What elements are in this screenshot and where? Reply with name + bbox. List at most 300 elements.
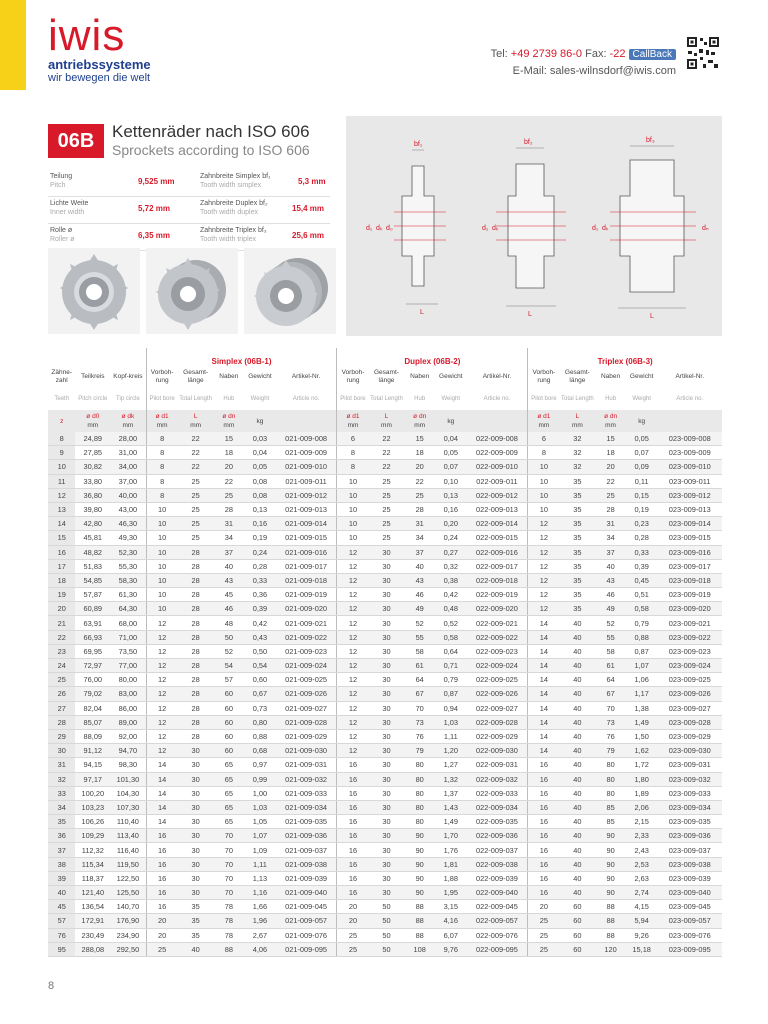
table-cell: 30 (369, 729, 405, 743)
column-header-en: Weight (632, 396, 651, 402)
table-cell: 12 (337, 687, 369, 701)
table-cell: 22 (178, 432, 214, 446)
table-cell: 17 (48, 559, 75, 573)
table-cell: 022-009-017 (467, 559, 528, 573)
table-cell: 0,08 (244, 488, 276, 502)
simplex-sprocket-photo (48, 248, 140, 334)
table-row (48, 474, 722, 488)
table-cell: 10 (337, 502, 369, 516)
page-title: Kettenräder nach ISO 606 (112, 122, 310, 141)
table-cell: 0,32 (435, 559, 467, 573)
table-cell: 172,91 (75, 914, 110, 928)
table-cell: 31 (214, 517, 245, 531)
table-cell: 64 (404, 673, 435, 687)
table-cell: 78 (214, 900, 245, 914)
table-cell: 40 (595, 559, 626, 573)
table-cell: 1,72 (626, 758, 658, 772)
table-cell: 50 (369, 914, 405, 928)
table-cell: 30 (369, 829, 405, 843)
spec-label: Teilung Pitch (50, 173, 73, 189)
table-cell: 46 (404, 588, 435, 602)
table-cell: 023-009-023 (657, 644, 722, 658)
table-cell: 023-009-009 (657, 446, 722, 460)
table-cell: 14 (146, 786, 178, 800)
table-cell: 80 (404, 786, 435, 800)
table-cell: 12 (528, 602, 560, 616)
table-cell: 12 (337, 545, 369, 559)
table-cell: 65 (214, 800, 245, 814)
table-cell: 45,81 (75, 531, 110, 545)
table-cell: 42,80 (75, 517, 110, 531)
table-cell: 0,07 (626, 446, 658, 460)
table-cell: 88 (595, 928, 626, 942)
table-cell: 234,90 (110, 928, 146, 942)
table-cell: 61,30 (110, 588, 146, 602)
table-cell: 14 (146, 800, 178, 814)
table-cell: 1,16 (244, 886, 276, 900)
table-cell: 023-009-024 (657, 659, 722, 673)
table-cell: 021-009-011 (276, 474, 337, 488)
table-cell: 12 (337, 602, 369, 616)
table-cell: 023-009-029 (657, 729, 722, 743)
table-cell: 9,26 (626, 928, 658, 942)
table-cell: 16 (528, 800, 560, 814)
table-cell: 0,52 (435, 616, 467, 630)
spec-value: 6,35 mm (138, 231, 171, 240)
table-cell: 1,88 (435, 871, 467, 885)
series-badge: 06B (48, 124, 104, 158)
table-cell: 10 (146, 559, 178, 573)
table-cell: 14 (528, 687, 560, 701)
table-cell: 30 (369, 588, 405, 602)
table-cell: 30 (178, 758, 214, 772)
table-cell: 90 (595, 871, 626, 885)
table-cell: 6 (528, 432, 560, 446)
table-cell: 76 (48, 928, 75, 942)
table-cell: 16 (48, 545, 75, 559)
table-cell: 20 (337, 914, 369, 928)
table-cell: 30 (369, 630, 405, 644)
table-cell: 0,33 (626, 545, 658, 559)
simplex-group-label: Simplex (06B-1) (146, 348, 337, 366)
table-cell: 0,48 (435, 602, 467, 616)
table-cell: 28,00 (110, 432, 146, 446)
table-cell: 1,07 (244, 829, 276, 843)
column-header: Gesamt-länge (374, 369, 399, 384)
table-cell: 0,36 (244, 588, 276, 602)
table-cell: 0,50 (244, 644, 276, 658)
table-cell: 20 (48, 602, 75, 616)
table-cell: 023-009-028 (657, 715, 722, 729)
table-cell: 176,90 (110, 914, 146, 928)
column-header: Gesamt-länge (564, 369, 590, 384)
table-cell: 40 (559, 786, 595, 800)
table-cell: 30 (369, 616, 405, 630)
column-symbol: L mm (559, 410, 595, 432)
table-cell: 18 (595, 446, 626, 460)
table-cell: 37 (595, 545, 626, 559)
table-cell: 022-009-037 (467, 843, 528, 857)
table-cell: 68,00 (110, 616, 146, 630)
table-cell: 022-009-032 (467, 772, 528, 786)
table-cell: 78 (214, 914, 245, 928)
table-cell: 30 (369, 800, 405, 814)
table-cell: 1,11 (435, 729, 467, 743)
table-cell: 121,40 (75, 886, 110, 900)
table-cell: 0,05 (244, 460, 276, 474)
column-symbol: L mm (369, 410, 405, 432)
table-cell: 25 (528, 942, 560, 956)
table-cell: 022-009-024 (467, 659, 528, 673)
table-cell: 40 (214, 559, 245, 573)
table-cell: 22 (595, 474, 626, 488)
table-cell: 0,19 (244, 531, 276, 545)
column-header: Artikel-Nr. (482, 373, 512, 380)
table-cell: 12 (337, 701, 369, 715)
table-cell: 023-009-045 (657, 900, 722, 914)
table-cell: 021-009-012 (276, 488, 337, 502)
table-cell: 37 (214, 545, 245, 559)
table-cell: 25 (146, 942, 178, 956)
table-cell: 1,81 (435, 857, 467, 871)
table-cell: 021-009-017 (276, 559, 337, 573)
table-cell: 27 (48, 701, 75, 715)
table-cell: 85,07 (75, 715, 110, 729)
table-cell: 90 (404, 886, 435, 900)
table-cell: 16 (528, 843, 560, 857)
table-cell: 0,64 (435, 644, 467, 658)
table-cell: 40,00 (110, 488, 146, 502)
table-cell: 1,76 (435, 843, 467, 857)
table-cell: 28 (595, 502, 626, 516)
table-cell: 16 (337, 843, 369, 857)
table-cell: 14 (528, 630, 560, 644)
column-symbol: z (48, 410, 75, 432)
table-cell: 021-009-009 (276, 446, 337, 460)
table-cell: 14 (528, 744, 560, 758)
table-cell: 80 (404, 815, 435, 829)
table-cell: 31 (48, 758, 75, 772)
column-header: Vorboh-rung (528, 366, 560, 388)
table-cell: 2,15 (626, 815, 658, 829)
table-cell: 85 (595, 815, 626, 829)
table-cell: 022-009-009 (467, 446, 528, 460)
table-cell: 30 (369, 687, 405, 701)
column-symbol: kg (435, 410, 467, 432)
table-cell: 0,27 (435, 545, 467, 559)
email-link[interactable]: E-Mail: sales-wilnsdorf@iwis.com (512, 65, 676, 77)
table-cell: 023-009-076 (657, 928, 722, 942)
table-cell: 36,80 (75, 488, 110, 502)
table-cell: 14 (146, 758, 178, 772)
table-cell: 25 (214, 488, 245, 502)
svg-text:bf₃: bf₃ (646, 137, 655, 144)
table-cell: 30 (369, 857, 405, 871)
table-cell: 021-009-027 (276, 701, 337, 715)
table-cell: 022-009-057 (467, 914, 528, 928)
table-cell: 25 (178, 517, 214, 531)
table-cell: 40 (559, 829, 595, 843)
svg-text:dₙ: dₙ (702, 225, 709, 232)
table-cell: 12 (146, 644, 178, 658)
table-cell: 79 (404, 744, 435, 758)
table-cell: 022-009-038 (467, 857, 528, 871)
table-cell: 021-009-057 (276, 914, 337, 928)
table-cell: 22 (404, 474, 435, 488)
table-cell: 40 (559, 715, 595, 729)
table-cell: 1,32 (435, 772, 467, 786)
table-cell: 023-009-038 (657, 857, 722, 871)
table-cell: 40 (559, 616, 595, 630)
table-cell: 35 (559, 545, 595, 559)
table-cell: 28 (404, 502, 435, 516)
table-cell: 70 (214, 843, 245, 857)
svg-text:d₁: d₁ (592, 225, 599, 232)
table-cell: 30 (178, 871, 214, 885)
table-cell: 10 (146, 531, 178, 545)
table-row (48, 815, 722, 829)
table-cell: 0,23 (626, 517, 658, 531)
table-cell: 40 (559, 744, 595, 758)
table-group-header (48, 348, 722, 366)
column-header: Naben (410, 373, 430, 380)
table-cell: 022-009-030 (467, 744, 528, 758)
table-cell: 61 (595, 659, 626, 673)
table-cell: 1,03 (435, 715, 467, 729)
table-cell: 12 (146, 687, 178, 701)
table-cell: 40 (559, 729, 595, 743)
table-cell: 022-009-010 (467, 460, 528, 474)
table-cell: 95 (48, 942, 75, 956)
table-cell: 40 (559, 843, 595, 857)
table-cell: 55 (595, 630, 626, 644)
table-cell: 88 (404, 928, 435, 942)
column-header: Teilkreis (81, 373, 105, 380)
table-cell: 90 (404, 871, 435, 885)
table-cell: 16 (337, 800, 369, 814)
table-cell: 1,00 (244, 786, 276, 800)
table-row (48, 900, 722, 914)
spec-label: Lichte Weite Inner width (50, 200, 89, 216)
table-cell: 30 (369, 673, 405, 687)
table-cell: 13 (48, 502, 75, 516)
table-cell: 15 (404, 432, 435, 446)
table-cell: 88 (404, 900, 435, 914)
table-cell: 023-009-012 (657, 488, 722, 502)
table-cell: 12 (146, 630, 178, 644)
contact-info (491, 46, 676, 79)
table-cell: 12 (146, 701, 178, 715)
table-cell: 70 (214, 871, 245, 885)
table-cell: 0,16 (244, 517, 276, 531)
table-cell: 292,50 (110, 942, 146, 956)
table-cell: 12 (528, 559, 560, 573)
table-cell: 021-009-014 (276, 517, 337, 531)
table-cell: 022-009-026 (467, 687, 528, 701)
table-cell: 022-009-029 (467, 729, 528, 743)
table-cell: 0,54 (244, 659, 276, 673)
column-header-en: Pilot bore (337, 388, 369, 410)
table-row (48, 446, 722, 460)
table-cell: 12 (528, 573, 560, 587)
column-header: Gewicht (248, 373, 272, 380)
table-cell: 46,30 (110, 517, 146, 531)
table-cell: 25 (369, 474, 405, 488)
table-cell: 60 (559, 942, 595, 956)
column-header-en: Pilot bore (146, 388, 178, 410)
table-cell: 0,58 (435, 630, 467, 644)
table-cell: 64,30 (110, 602, 146, 616)
table-cell: 12 (337, 673, 369, 687)
table-cell: 021-009-019 (276, 588, 337, 602)
table-cell: 8 (337, 446, 369, 460)
table-cell: 14 (528, 644, 560, 658)
table-cell: 10 (146, 573, 178, 587)
table-cell: 0,42 (244, 616, 276, 630)
table-cell: 022-009-028 (467, 715, 528, 729)
table-cell: 67 (595, 687, 626, 701)
table-cell: 55 (404, 630, 435, 644)
table-cell: 021-009-022 (276, 630, 337, 644)
table-cell: 82,04 (75, 701, 110, 715)
table-cell: 9 (48, 446, 75, 460)
table-cell: 022-009-022 (467, 630, 528, 644)
table-cell: 11 (48, 474, 75, 488)
table-cell: 022-009-013 (467, 502, 528, 516)
table-cell: 76 (404, 729, 435, 743)
table-cell: 15 (48, 531, 75, 545)
table-cell: 55,30 (110, 559, 146, 573)
table-row (48, 545, 722, 559)
table-cell: 19 (48, 588, 75, 602)
table-cell: 31 (595, 517, 626, 531)
table-cell: 15 (595, 432, 626, 446)
table-cell: 16 (337, 857, 369, 871)
table-cell: 45 (48, 900, 75, 914)
table-cell: 0,58 (626, 602, 658, 616)
column-symbol: ø d0 mm (75, 410, 110, 432)
table-cell: 10 (528, 474, 560, 488)
table-cell: 80 (595, 786, 626, 800)
logo-word: iwis (48, 11, 126, 60)
table-cell: 28 (178, 616, 214, 630)
table-cell: 0,28 (626, 531, 658, 545)
table-cell: 30 (369, 701, 405, 715)
table-cell: 12 (528, 531, 560, 545)
table-cell: 22 (369, 460, 405, 474)
table-cell: 35 (178, 928, 214, 942)
table-cell: 0,20 (435, 517, 467, 531)
table-cell: 1,20 (435, 744, 467, 758)
table-cell: 0,07 (435, 460, 467, 474)
table-cell: 1,89 (626, 786, 658, 800)
table-cell: 25 (178, 531, 214, 545)
table-cell: 40 (559, 772, 595, 786)
table-cell: 30 (178, 815, 214, 829)
table-cell: 0,80 (244, 715, 276, 729)
table-cell: 0,10 (435, 474, 467, 488)
table-cell: 022-009-012 (467, 488, 528, 502)
table-cell: 023-009-021 (657, 616, 722, 630)
column-header-en: Hub (223, 396, 235, 402)
table-cell: 40 (559, 857, 595, 871)
table-cell: 0,79 (435, 673, 467, 687)
table-row (48, 588, 722, 602)
table-cell: 20 (528, 900, 560, 914)
table-cell: 45 (214, 588, 245, 602)
table-cell: 4,06 (244, 942, 276, 956)
table-cell: 28 (178, 659, 214, 673)
table-cell: 021-009-035 (276, 815, 337, 829)
table-cell: 70 (404, 701, 435, 715)
table-cell: 10 (337, 531, 369, 545)
table-cell: 30 (369, 786, 405, 800)
table-cell: 92,00 (110, 729, 146, 743)
table-cell: 65 (214, 758, 245, 772)
table-row (48, 744, 722, 758)
table-cell: 023-009-035 (657, 815, 722, 829)
table-cell: 30 (369, 744, 405, 758)
table-cell: 16 (337, 871, 369, 885)
table-cell: 0,13 (435, 488, 467, 502)
table-row (48, 616, 722, 630)
table-cell: 37 (404, 545, 435, 559)
table-cell: 16 (337, 815, 369, 829)
table-cell: 021-009-032 (276, 772, 337, 786)
table-cell: 90 (595, 886, 626, 900)
column-header-en: Total Length (370, 396, 403, 402)
table-cell: 23 (48, 644, 75, 658)
table-cell: 16 (146, 886, 178, 900)
table-cell: 0,94 (435, 701, 467, 715)
table-cell: 023-009-032 (657, 772, 722, 786)
table-cell: 30 (369, 659, 405, 673)
column-header: Zähne-zahl (51, 369, 72, 384)
table-cell: 30 (369, 843, 405, 857)
table-cell: 40 (559, 758, 595, 772)
table-row (48, 602, 722, 616)
table-cell: 16 (337, 829, 369, 843)
table-cell: 46 (595, 588, 626, 602)
table-cell: 021-009-013 (276, 502, 337, 516)
spec-value: 25,6 mm (292, 231, 325, 240)
table-cell: 88 (214, 942, 245, 956)
spec-label: Zahnbreite Duplex bf₂ Tooth width duplex (200, 200, 268, 216)
table-cell: 28 (178, 602, 214, 616)
table-cell: 30 (369, 559, 405, 573)
table-cell: 30 (369, 573, 405, 587)
table-cell: 90 (404, 843, 435, 857)
table-cell: 112,32 (75, 843, 110, 857)
callback-button[interactable]: CallBack (629, 49, 676, 60)
table-cell: 22 (369, 446, 405, 460)
table-cell: 0,42 (435, 588, 467, 602)
table-cell: 25 (337, 928, 369, 942)
table-cell: 51,83 (75, 559, 110, 573)
table-cell: 25 (369, 517, 405, 531)
table-cell: 76,00 (75, 673, 110, 687)
table-row (48, 573, 722, 587)
table-cell: 28 (178, 715, 214, 729)
table-cell: 10 (146, 502, 178, 516)
table-cell: 30 (178, 857, 214, 871)
table-cell: 80 (404, 800, 435, 814)
table-cell: 8 (337, 460, 369, 474)
table-cell: 18 (48, 573, 75, 587)
table-cell: 28 (178, 701, 214, 715)
table-cell: 12 (337, 715, 369, 729)
table-cell: 8 (48, 432, 75, 446)
